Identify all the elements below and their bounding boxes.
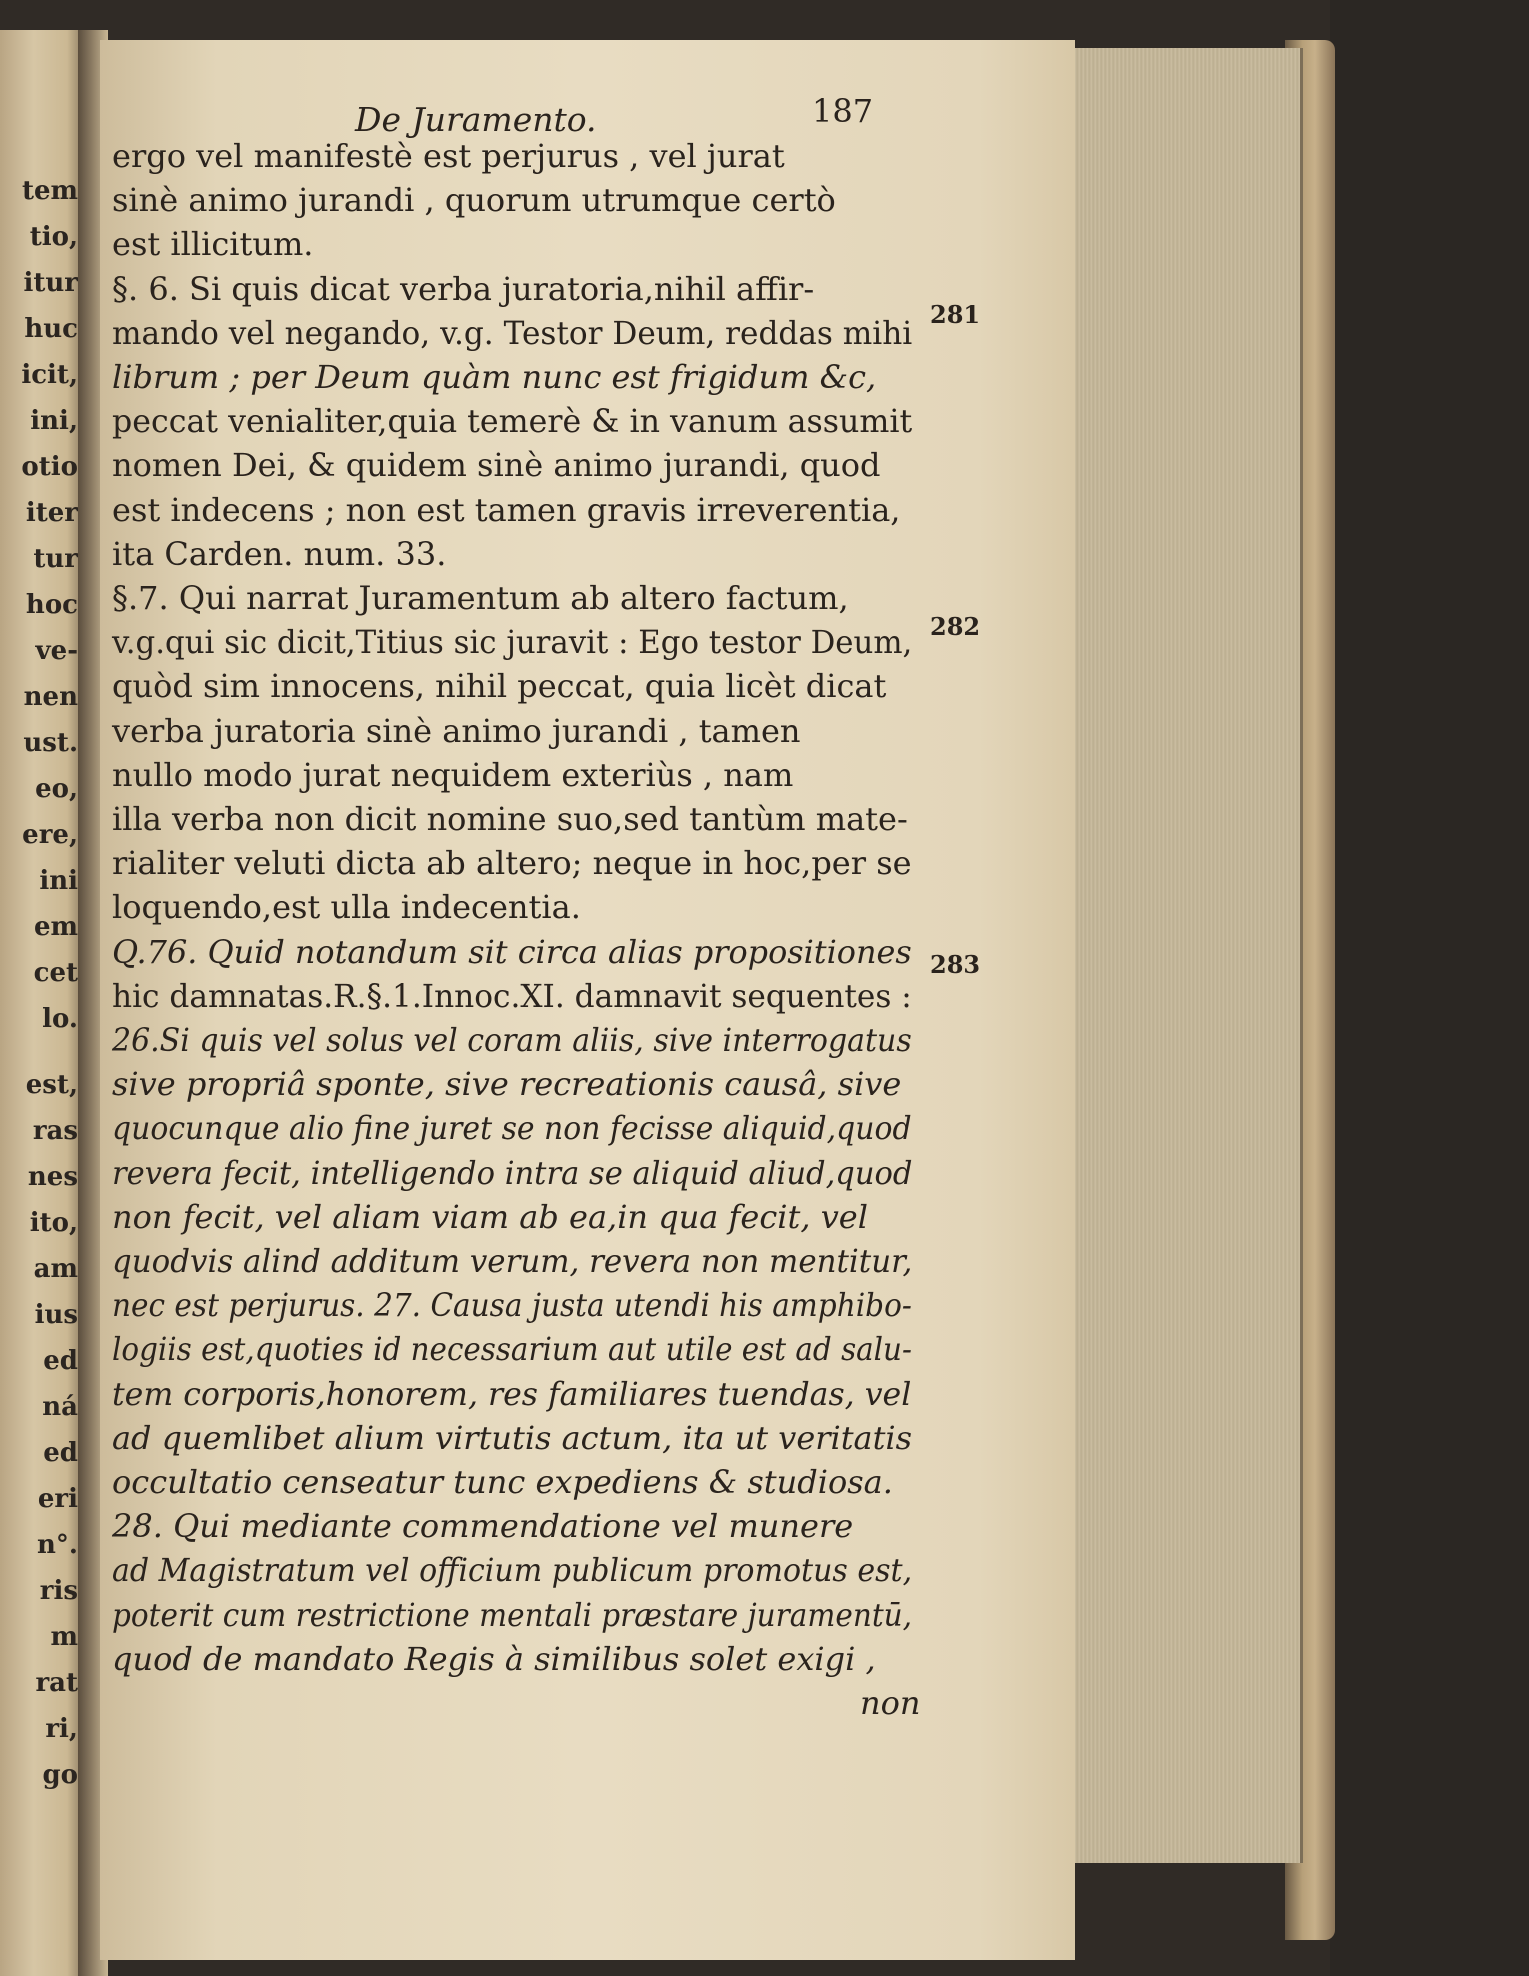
text-line: illa verba non dicit nomine suo,sed tantùm mate- (112, 800, 908, 838)
text-line: hic damnatas.R.§.1.Innoc.XI. damnavit sequentes : (112, 976, 912, 1015)
text-line: ad Magistratum vel officium publicum promotus est, (112, 1551, 913, 1590)
text-line: v.g.qui sic dicit,Titius sic juravit : Ego testor Deum, (112, 623, 913, 662)
text-line: §.7. Qui narrat Juramentum ab altero factum, (112, 579, 849, 617)
left-fragment: ná (42, 1392, 78, 1422)
text-line: sinè animo jurandi , quorum utrumque certò (112, 181, 836, 220)
left-fragment: n°. (37, 1530, 78, 1560)
margin-number: 282 (930, 612, 981, 641)
left-fragment: am (33, 1254, 78, 1284)
page-edges (1070, 48, 1303, 1863)
left-fragment: cet (33, 958, 78, 988)
left-fragment: ed (43, 1438, 78, 1468)
text-line: quodvis alind additum verum, revera non mentitur, (112, 1242, 913, 1280)
text-line: peccat venialiter,quia temerè & in vanum assumit (112, 402, 913, 441)
left-fragment: iter (25, 498, 78, 528)
left-fragment: ius (34, 1300, 78, 1330)
margin-number: 283 (930, 950, 981, 979)
text-line: quòd sim innocens, nihil peccat, quia licèt dicat (112, 667, 887, 706)
left-fragment: est, (25, 1070, 78, 1100)
text-line: revera fecit, intelligendo intra se aliquid aliud,quod (112, 1153, 913, 1192)
left-fragment: hoc (25, 590, 78, 620)
text-line: librum ; per Deum quàm nunc est frigidum &c, (112, 358, 877, 396)
left-fragment: eri (37, 1484, 78, 1514)
left-fragment: itur (23, 268, 78, 298)
left-fragment: tur (33, 544, 78, 574)
left-fragment: otio (21, 452, 78, 482)
text-line: ita Carden. num. 33. (112, 534, 447, 573)
text-line: loquendo,est ulla indecentia. (112, 888, 581, 927)
text-line: poterit cum restrictione mentali præstare juramentū, (112, 1595, 913, 1634)
text-line: mando vel negando, v.g. Testor Deum, reddas mihi (112, 313, 913, 352)
left-fragment: nen (23, 682, 78, 712)
left-fragment: ris (39, 1576, 78, 1606)
left-fragment: rat (35, 1668, 78, 1698)
text-line: nomen Dei, & quidem sinè animo jurandi, quod (112, 446, 881, 485)
left-fragment: ini (39, 866, 78, 896)
left-fragment: tio, (29, 222, 78, 252)
text-line: ergo vel manifestè est perjurus , vel jurat (112, 137, 785, 175)
left-fragment: ras (32, 1116, 78, 1146)
text-line: est indecens ; non est tamen gravis irreverentia, (112, 490, 901, 529)
text-line: non fecit, vel aliam viam ab ea,in qua fecit, vel (112, 1197, 868, 1236)
left-page-sliver (0, 30, 84, 1976)
text-line: 28. Qui mediante commendatione vel munere (112, 1507, 854, 1546)
left-fragment: ed (43, 1346, 78, 1376)
margin-number: 281 (930, 300, 981, 329)
left-fragment: ust. (23, 728, 78, 758)
background-right (1330, 0, 1529, 1976)
left-fragment: ri, (45, 1714, 78, 1744)
text-line: tem corporis,honorem, res familiares tuendas, vel (112, 1374, 912, 1413)
text-line: est illicitum. (112, 225, 314, 264)
left-fragment: ito, (29, 1208, 78, 1238)
left-fragment: ve- (35, 636, 78, 666)
text-line: verba juratoria sinè animo jurandi , tamen (112, 711, 801, 750)
left-fragment: em (33, 912, 78, 942)
left-fragment: nes (27, 1162, 78, 1192)
text-line: §. 6. Si quis dicat verba juratoria,nihil affir- (112, 269, 815, 308)
left-fragment: lo. (42, 1004, 78, 1034)
left-fragment: m (50, 1622, 78, 1652)
left-fragment: ini, (30, 406, 78, 436)
left-fragment: tem (21, 176, 78, 206)
text-line: occultatio censeatur tunc expediens & studiosa. (112, 1463, 893, 1501)
text-line: quocunque alio fine juret se non fecisse aliquid,quod (112, 1109, 912, 1148)
left-fragment: ere, (22, 820, 78, 850)
text-line: sive propriâ sponte, sive recreationis causâ, sive (112, 1065, 902, 1104)
text-line: 26.Si quis vel solus vel coram aliis, sive interrogatus (112, 1021, 912, 1059)
left-fragment: icit, (21, 360, 78, 390)
left-fragment: eo, (35, 774, 78, 804)
text-line: nec est perjurus. 27. Causa justa utendi his amphibo- (112, 1286, 912, 1325)
running-header-title: De Juramento. (355, 100, 597, 139)
text-line: Q.76. Quid notandum sit circa alias propositiones (112, 932, 912, 971)
text-line: logiis est,quoties id necessarium aut utile est ad salu- (112, 1330, 912, 1369)
text-line: non (860, 1684, 921, 1722)
text-line: ad quemlibet alium virtutis actum, ita ut veritatis (112, 1418, 913, 1457)
text-line: quod de mandato Regis à similibus solet exigi , (112, 1639, 876, 1678)
left-fragment: go (42, 1760, 78, 1790)
text-line: nullo modo jurat nequidem exteriùs , nam (112, 755, 794, 794)
page-number: 187 (812, 92, 874, 130)
text-line: rialiter veluti dicta ab altero; neque in hoc,per se (112, 844, 912, 883)
left-fragment: huc (24, 314, 78, 344)
